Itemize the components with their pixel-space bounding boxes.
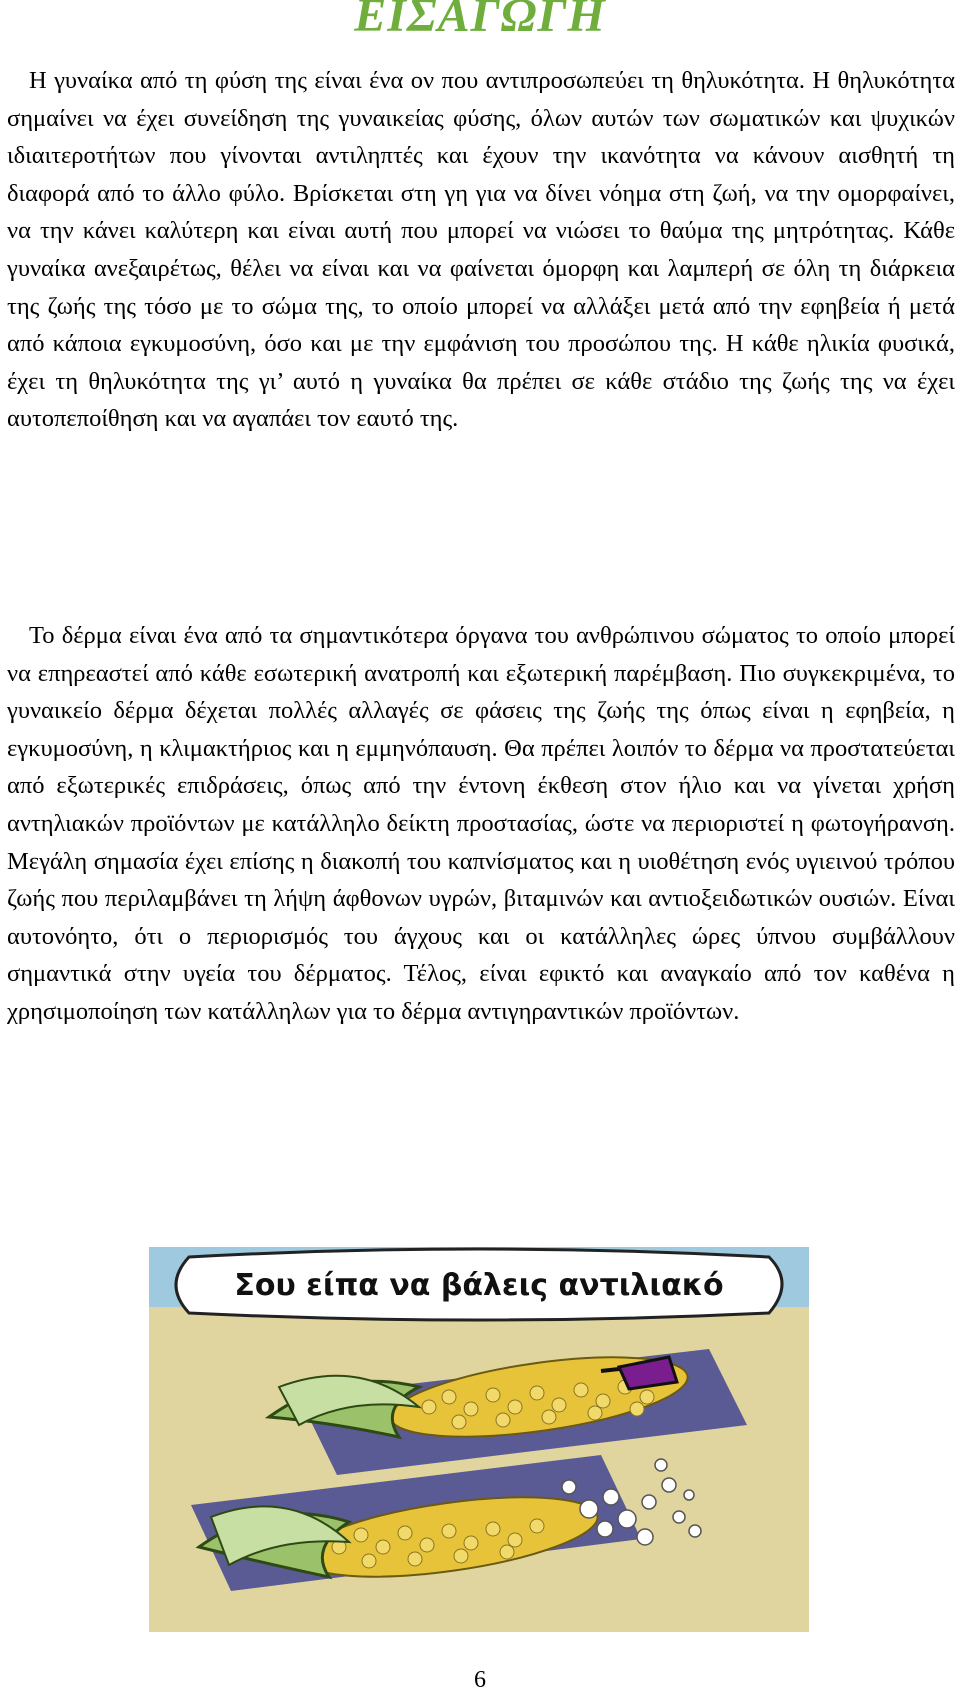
paragraph-1: Η γυναίκα από τη φύση της είναι ένα ον που αντιπροσωπεύει τη θηλυκότητα. Η θηλυκότητα σημαίνει να έχει συνείδηση της γυναικείας φύσης, όλων αυτών των σωματικών και ψυχικών ιδιαιτεροτήτων που γίνονται αντιληπτές και έχουν την ικανότητα να κάνουν αισθητή τη διαφορά από το άλλο φύλο. Βρίσκεται στη γη για να δίνει νόημα στη ζωή, να την ομορφαίνει, να την κάνει καλύτερη και είναι αυτή που μπορεί να νιώσει το θαύμα της μητρότητας. Κάθε γυναίκα ανεξαιρέτως, θέλει να είναι και να φαίνεται όμορφη και λαμπερή σε όλη τη διάρκεια της ζωής της τόσο με το σώμα της, το οποίο μπορεί να αλλάξει μετά από την εφηβεία ή μετά από κάποια εγκυμοσύνη, όσο και με την εμφάνιση του προσώπου της. Η κάθε ηλικία φυσικά, έχει τη θηλυκότητα της γι’ αυτό η γυναίκα θα πρέπει σε κάθε στάδιο της ζωής της να έχει αυτοπεποίθηση και να αγαπάει τον εαυτό της. <box>7 67 955 433</box>
page-title: ΕΙΣΑΓΩΓΗ <box>354 0 606 42</box>
speech-bubble-text: Σου είπα να βάλεις αντιλιακό <box>234 1268 724 1303</box>
page-number: 6 <box>474 1667 486 1693</box>
paragraph-2: Το δέρμα είναι ένα από τα σημαντικότερα όργανα του ανθρώπινου σώματος το οποίο μπορεί να επηρεαστεί από κάθε εσωτερική ανατροπή και εξωτερική παρέμβαση. Πιο συγκεκριμένα, το γυναικείο δέρμα δέχεται πολλές αλλαγές σε φάσεις της ζωής της όπως είναι η εφηβεία, η εγκυμοσύνη, η κλιμακτήριος και η εμμηνόπαυση. Θα πρέπει λοιπόν το δέρμα να προστατεύεται από εξωτερικές επιδράσεις, όπως από την έντονη έκθεση στον ήλιο και να γίνεται χρήση αντηλιακών προϊόντων με κατάλληλο δείκτη προστασίας, ώστε να περιοριστεί η φωτογήρανση. Μεγάλη σημασία έχει επίσης η διακοπή του καπνίσματος και η υιοθέτηση ενός υγιεινού τρόπου ζωής που περιλαμβάνει τη λήψη άφθονων υγρών, βιταμινών και αντιοξειδωτικών ουσιών. Είναι αυτονόητο, ότι ο περιορισμός του άγχους και οι κατάλληλες ώρες ύπνου συμβάλλουν σημαντικά στην υγεία του δέρματος. Τέλος, είναι εφικτό και αναγκαίο από τον καθένα η χρησιμοποίηση των κατάλληλων για το δέρμα αντιγηραντικών προϊόντων. <box>7 622 955 1025</box>
cartoon-illustration <box>149 1247 809 1632</box>
cartoon-svg <box>149 1247 809 1632</box>
